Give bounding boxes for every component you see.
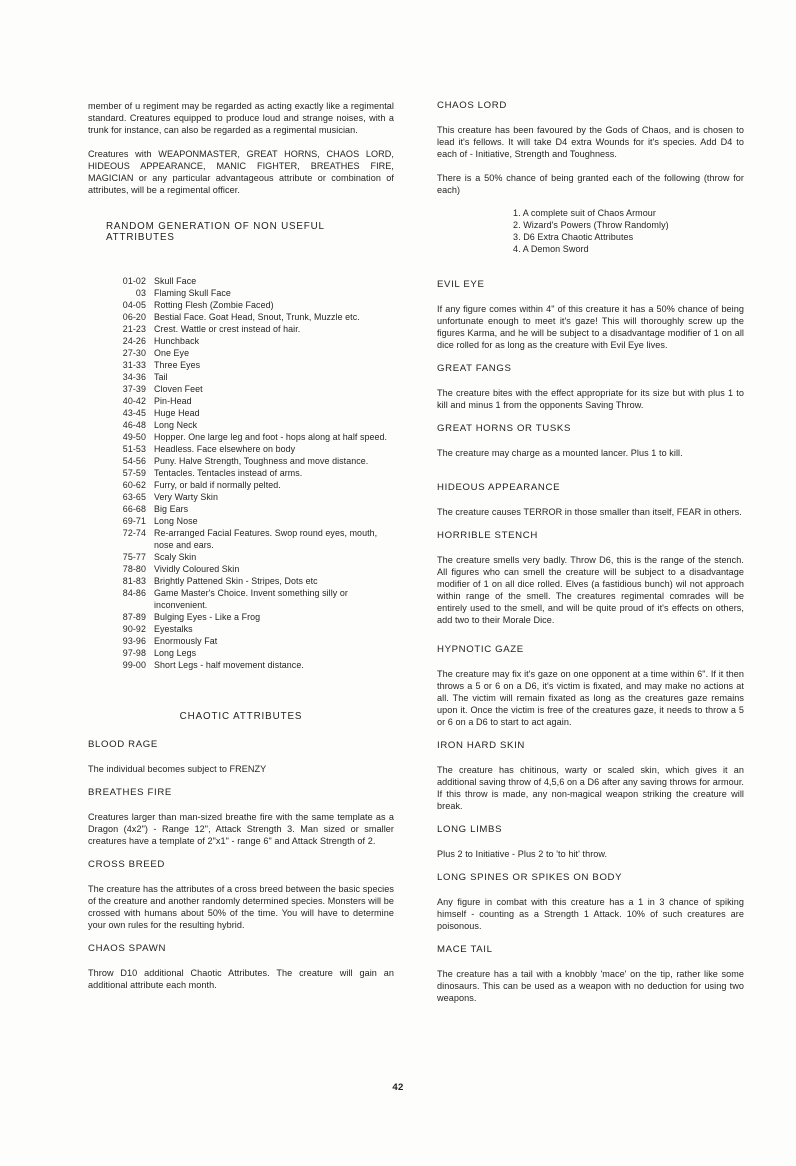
entry-body-hideous-appearance: The creature causes TERROR in those smaller than itself, FEAR in others. [437, 506, 742, 517]
attribute-text: Crest. Wattle or crest instead of hair. [154, 324, 301, 334]
table-row [108, 443, 394, 455]
attribute-text: Long Neck [154, 420, 198, 430]
attribute-range: 93-96 [122, 636, 146, 646]
attribute-text: Bestial Face. Goat Head, Snout, Trunk, Muzzle etc. [154, 312, 360, 322]
two-column-body [88, 100, 744, 1004]
entry-body-long-limbs: Plus 2 to Initiative - Plus 2 to 'to hit' throw. [437, 848, 608, 859]
list-item: 4. A Demon Sword [513, 243, 589, 254]
attribute-text: Pin-Head [154, 396, 192, 406]
attribute-text: Hunchback [154, 336, 200, 346]
chaos-lord-paragraph-2: There is a 50% chance of being granted each of the following (throw for each) [437, 173, 744, 195]
entry-title-long-limbs: LONG LIMBS [437, 823, 503, 835]
attribute-range: 21-23 [122, 324, 146, 334]
entry-title-breathes-fire: BREATHES FIRE [88, 787, 172, 798]
attribute-text: Game Master's Choice. Invent something silly or inconvenient. [154, 588, 348, 610]
table-row [108, 287, 394, 299]
entry-body-blood-rage: The individual becomes subject to FRENZY [88, 764, 267, 774]
attribute-text: Three Eyes [154, 360, 201, 370]
attribute-text: Big Ears [154, 504, 189, 514]
non-useful-attributes-table [108, 275, 394, 671]
table-row [108, 491, 394, 503]
attribute-range: 40-42 [122, 396, 146, 406]
table-row [108, 467, 394, 479]
table-row [108, 635, 394, 647]
entry-body-iron-hard-skin: The creature has chitinous, warty or scaled skin, which gives it an additional saving throw of 4,5,6 on a D6 after any saving throws for armour. If this throw is made, any non-magical weapon striking the creature will break. [437, 764, 744, 811]
table-row [108, 407, 394, 419]
list-item: 3. D6 Extra Chaotic Attributes [513, 231, 634, 242]
table-row [108, 515, 394, 527]
attribute-range: 69-71 [122, 516, 146, 526]
attribute-range: 54-56 [122, 456, 146, 466]
table-row [108, 311, 394, 323]
chaotic-attributes-heading: CHAOTIC ATTRIBUTES [179, 711, 303, 722]
entry-body-mace-tail: The creature has a tail with a knobbly 'mace' on the tip, rather like some dinosaurs. This can be used as a weapon with no deduction for using two weapons. [437, 968, 744, 1003]
attribute-text: Cloven Feet [154, 384, 203, 394]
entry-body-great-fangs: The creature bites with the effect appropriate for its size but with plus 1 to kill and minus 1 from the opponents Saving Throw. [437, 387, 744, 410]
random-generation-heading: RANDOM GENERATION OF NON USEFUL ATTRIBUTES [106, 221, 325, 243]
random-generation-heading-wrap [88, 221, 394, 243]
attribute-text: Scaly Skin [154, 552, 197, 562]
entry-title-evil-eye: EVIL EYE [437, 278, 485, 290]
attribute-range: 31-33 [122, 360, 146, 370]
table-row [108, 335, 394, 347]
attribute-text: Skull Face [154, 276, 197, 286]
entry-title-hideous-appearance: HIDEOUS APPEARANCE [437, 481, 561, 493]
attribute-text: Furry, or bald if normally pelted. [154, 480, 281, 490]
attribute-range: 60-62 [122, 480, 146, 490]
table-row [108, 527, 394, 551]
spacer [437, 268, 744, 279]
attribute-range: 06-20 [122, 312, 146, 322]
attribute-text: Eyestalks [154, 624, 193, 634]
entry-body-horrible-stench: The creature smells very badly. Throw D6, this is the range of the stench. All figures who can smell the creature will be subject to a disadvantage modifier of 1 on all dice rolled. Elves (a fastidious bunch) wil not approach within range of the smell. The creatures regimental comrades will be entirely used to the smell, and will be quite proud of it's effects on others, add two to their Morale Dice. [437, 554, 744, 625]
attribute-range: 84-86 [122, 588, 146, 598]
attribute-text: Huge Head [154, 408, 200, 418]
table-row [108, 455, 394, 467]
attribute-text: Long Legs [154, 648, 197, 658]
table-row [108, 275, 394, 287]
table-row [108, 575, 394, 587]
table-row [108, 479, 394, 491]
entry-body-breathes-fire: Creatures larger than man-sized breathe fire with the same template as a Dragon (4x2") - Range 12", Attack Strength 3. Man sized or smaller creatures have a template of 2"x1" - range 6" and Attack Strength of 2. [88, 812, 394, 846]
table-row [108, 419, 394, 431]
table-row [108, 623, 394, 635]
attribute-text: Hopper. One large leg and foot - hops along at half speed. [154, 432, 388, 442]
spacer [437, 471, 744, 482]
table-row [108, 647, 394, 659]
entry-title-hypnotic-gaze: HYPNOTIC GAZE [437, 643, 524, 655]
table-row [108, 347, 394, 359]
entry-title-chaos-lord: CHAOS LORD [437, 100, 507, 111]
chaotic-attributes-heading-wrap [88, 711, 394, 722]
table-row [108, 359, 394, 371]
attribute-range: 51-53 [122, 444, 146, 454]
attribute-range: 03 [135, 288, 146, 298]
table-row [108, 371, 394, 383]
attribute-range: 46-48 [122, 420, 146, 430]
chaos-lord-paragraph-1: This creature has been favoured by the Gods of Chaos, and is chosen to lead it's fellows. It will take D4 extra Wounds for it's species. Add D4 to each of - Initiative, Strength and Toughness. [437, 125, 744, 159]
attribute-range: 49-50 [122, 432, 146, 442]
entry-title-great-fangs: GREAT FANGS [437, 362, 512, 374]
attribute-range: 90-92 [122, 624, 146, 634]
attribute-text: Flaming Skull Face [154, 288, 231, 298]
attribute-text: Long Nose [154, 516, 198, 526]
entry-body-hypnotic-gaze: The creature may fix it's gaze on one opponent at a time within 6". If it then throws a 5 or 6 on a D6, it's victim is fixated, and may make no actions at all. The victim will remain fixated as long as the creatures gaze remains upon it. Once the victim is free of the creatures gaze, it needs to throw a 5 or 6 on a D6 to start to act again. [437, 668, 744, 727]
intro-paragraph-1: member of u regiment may be regarded as acting exactly like a regimental standard. Creatures equipped to produce loud and strange noises, with a trunk for instance, can also be regarded as a regimental musician. [88, 101, 394, 135]
table-row [108, 503, 394, 515]
attribute-text: Tentacles. Tentacles instead of arms. [154, 468, 303, 478]
attribute-range: 43-45 [122, 408, 146, 418]
chaos-lord-granted-list [437, 208, 744, 256]
entry-body-long-spines-or-spikes-on-body: Any figure in combat with this creature has a 1 in 3 chance of spiking himself - counting as a Strength 1 Attack. 10% of such creatures are poisonous. [437, 896, 744, 931]
entry-title-cross-breed: CROSS BREED [88, 859, 165, 870]
entry-body-cross-breed: The creature has the attributes of a cross breed between the basic species of the creature and another randomly determined species. Monsters will be crossed with humans about 50% of the time. You will have to determine your own rules for the resulting hybrid. [88, 884, 394, 930]
attribute-range: 87-89 [122, 612, 146, 622]
table-row [108, 611, 394, 623]
attribute-text: Rotting Flesh (Zombie Faced) [154, 300, 274, 310]
attribute-text: Vividly Coloured Skin [154, 564, 240, 574]
attribute-text: Re-arranged Facial Features. Swop round eyes, mouth, nose and ears. [154, 528, 378, 550]
attribute-range: 63-65 [122, 492, 146, 502]
attribute-range: 97-98 [122, 648, 146, 658]
entry-title-iron-hard-skin: IRON HARD SKIN [437, 739, 525, 751]
attribute-text: Short Legs - half movement distance. [154, 660, 304, 670]
attribute-text: Very Warty Skin [154, 492, 218, 502]
attribute-text: Enormously Fat [154, 636, 218, 646]
table-row [108, 551, 394, 563]
entry-title-chaos-spawn: CHAOS SPAWN [88, 943, 167, 954]
entry-title-mace-tail: MACE TAIL [437, 943, 493, 955]
attribute-range: 37-39 [122, 384, 146, 394]
attribute-range: 81-83 [122, 576, 146, 586]
attribute-range: 72-74 [122, 528, 146, 538]
entry-body-great-horns-or-tusks: The creature may charge as a mounted lancer. Plus 1 to kill. [437, 447, 683, 458]
table-row [108, 431, 394, 443]
attribute-text: One Eye [154, 348, 190, 358]
attribute-text: Tail [154, 372, 168, 382]
attribute-range: 57-59 [122, 468, 146, 478]
table-row [108, 563, 394, 575]
attribute-text: Headless. Face elsewhere on body [154, 444, 296, 454]
attribute-text: Bulging Eyes - Like a Frog [154, 612, 261, 622]
table-row [108, 299, 394, 311]
attribute-range: 75-77 [122, 552, 146, 562]
right-column [437, 100, 744, 1004]
entry-title-long-spines-or-spikes-on-body: LONG SPINES OR SPIKES ON BODY [437, 871, 623, 883]
table-row [108, 395, 394, 407]
table-row [108, 383, 394, 395]
attribute-range: 27-30 [122, 348, 146, 358]
list-item: 1. A complete suit of Chaos Armour [513, 208, 656, 218]
entry-title-great-horns-or-tusks: GREAT HORNS OR TUSKS [437, 422, 572, 434]
attribute-text: Brightly Pattened Skin - Stripes, Dots etc [154, 576, 318, 586]
attribute-range: 78-80 [122, 564, 146, 574]
entry-title-blood-rage: BLOOD RAGE [88, 739, 158, 750]
table-row [108, 659, 394, 671]
attribute-range: 99-00 [122, 660, 146, 670]
attribute-range: 01-02 [122, 276, 146, 286]
entry-title-horrible-stench: HORRIBLE STENCH [437, 529, 538, 541]
attribute-range: 66-68 [122, 504, 146, 514]
intro-paragraph-2: Creatures with WEAPONMASTER, GREAT HORNS, CHAOS LORD, HIDEOUS APPEARANCE, MANIC FIGHTER, BREATHES FIRE, MAGICIAN or any particular advantageous attribute or combination of attributes, will be a regimental officer. [88, 149, 394, 195]
attribute-range: 34-36 [122, 372, 146, 382]
attribute-text: Puny. Halve Strength, Toughness and move distance. [154, 456, 369, 466]
entry-body-evil-eye: If any figure comes within 4" of this creature it has a 50% chance of being unfortunate enough to meet it's gaze! This will thoroughly screw up the figures Karma, and he will be subject to a disadvantage modifier of 1 on all dice rolled for as long as the creature with Evil Eye lives. [437, 303, 744, 350]
attribute-range: 24-26 [122, 336, 146, 346]
table-row [108, 587, 394, 611]
left-column [88, 100, 394, 1004]
page-number: 42 [392, 1082, 404, 1093]
table-row [108, 323, 394, 335]
entry-body-chaos-spawn: Throw D10 additional Chaotic Attributes. The creature will gain an additional attribute each month. [88, 968, 394, 990]
attribute-range: 04-05 [122, 300, 146, 310]
list-item: 2. Wizard's Powers (Throw Randomly) [513, 219, 669, 230]
